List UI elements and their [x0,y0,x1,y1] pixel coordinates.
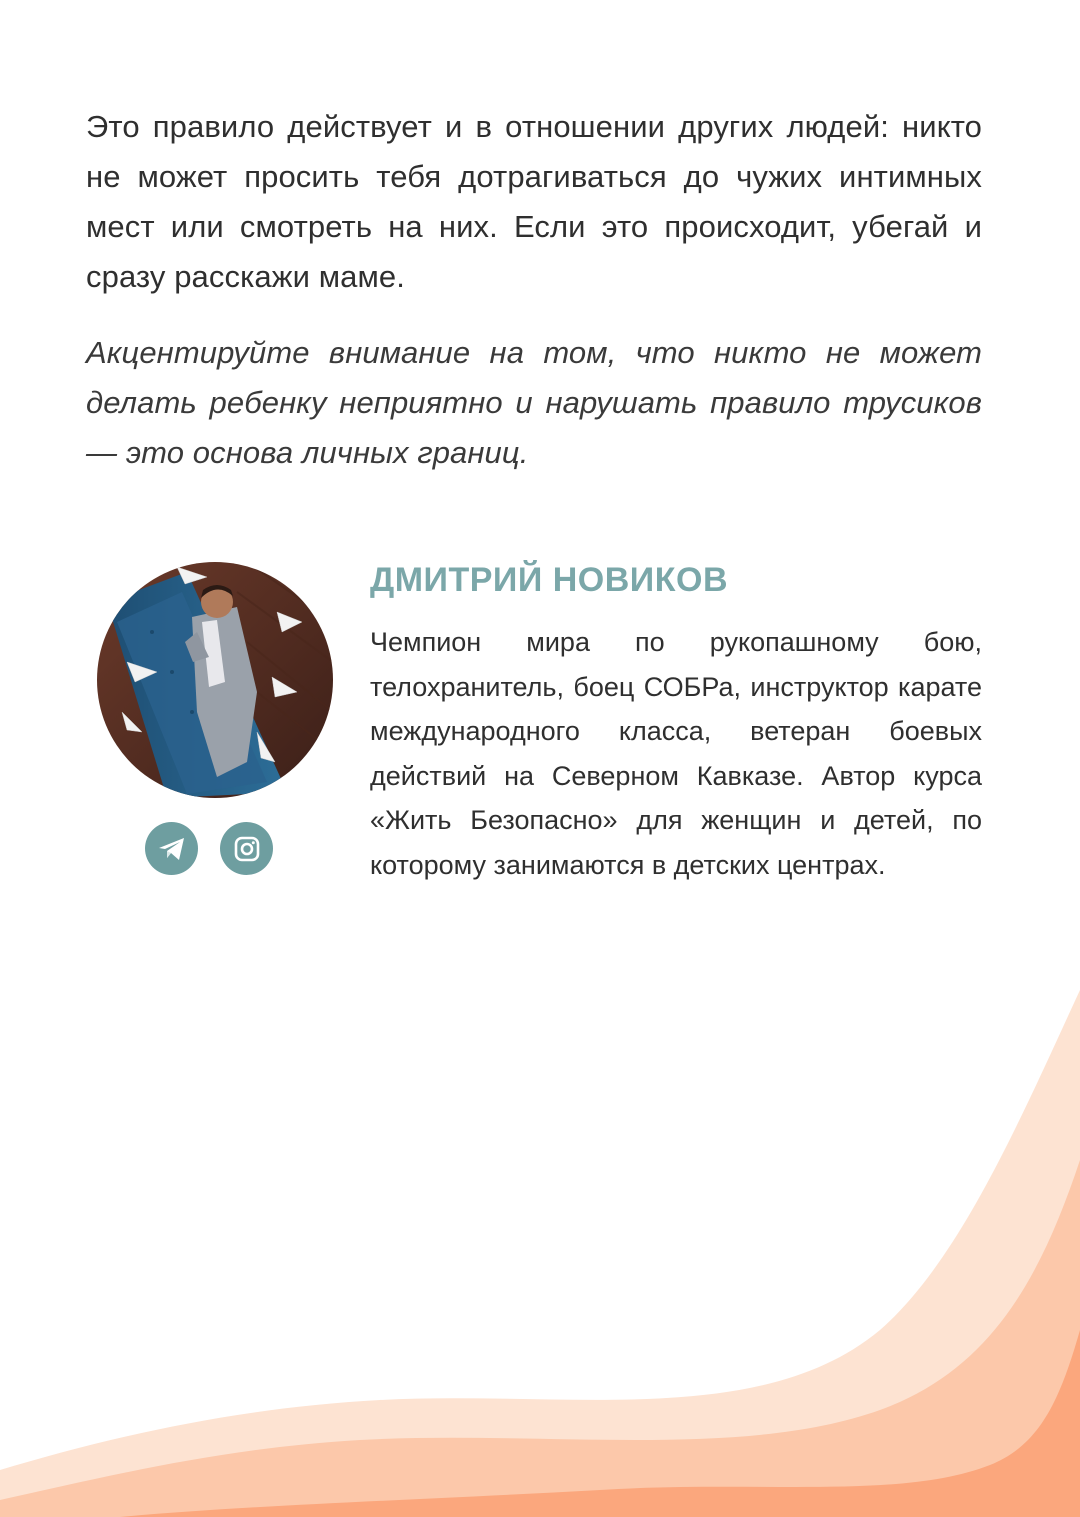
instagram-button[interactable] [220,822,273,875]
instagram-icon [231,833,263,865]
author-bio: Чемпион мира по рукопашному бою, телохранитель, боец СОБРа, инструктор карате международного класса, ветеран боевых действий на Северном Кавказе. Автор курса «Жить Безопасно» для женщин и детей, по которому занимаются в детских центрах. [370,627,982,880]
author-photo [97,562,333,798]
wave-light [0,990,1080,1517]
author-photo-image [97,562,333,798]
telegram-icon [156,833,188,865]
wave-mid [0,1160,1080,1517]
author-name: ДМИТРИЙ НОВИКОВ [370,561,728,599]
telegram-button[interactable] [145,822,198,875]
italic-note-paragraph: Акцентируйте внимание на том, что никто не может делать ребенку неприятно и нарушать правило трусиков — это основа личных границ. [86,335,982,470]
body-paragraph: Это правило действует и в отношении других людей: никто не может просить тебя дотрагиваться до чужих интимных мест или смотреть на них. Если это происходит, убегай и сразу расскажи маме. [86,109,982,294]
wave-dark [120,1330,1080,1517]
